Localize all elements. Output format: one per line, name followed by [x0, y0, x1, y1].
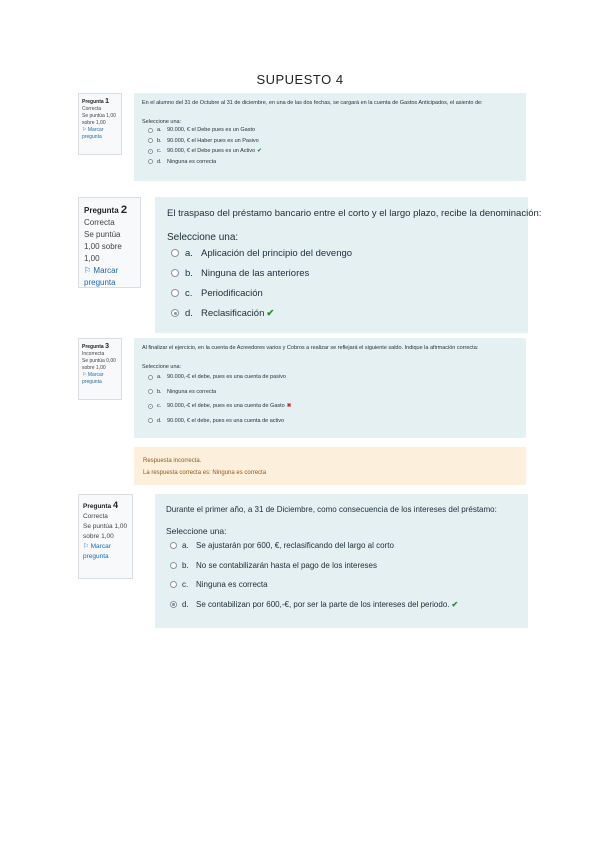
question-score: Se puntúa 1,00 sobre 1,00 [84, 230, 122, 263]
answer-prompt: Seleccione una: [166, 526, 227, 536]
page-title: SUPUESTO 4 [256, 72, 344, 87]
radio-button[interactable] [170, 562, 177, 569]
question-score: Se puntúa 0,00 sobre 1,00 [82, 358, 116, 371]
radio-button[interactable] [171, 269, 179, 277]
answer-option-c[interactable]: c. Ninguna es correcta [170, 575, 517, 595]
question-text: Durante el primer año, a 31 de Diciembre, como consecuencia de los intereses del préstamo: [166, 505, 497, 514]
radio-button[interactable] [171, 249, 179, 257]
question-info-3 [78, 338, 122, 400]
question-status: Correcta [82, 106, 102, 112]
question-status: Correcta [83, 513, 108, 520]
question-content-4 [155, 494, 528, 628]
answer-prompt: Seleccione una: [142, 119, 182, 125]
answer-option-b[interactable]: b. Ninguna de las anteriores [171, 263, 516, 283]
question-info-2 [78, 197, 141, 288]
radio-button[interactable] [148, 138, 153, 143]
question-score: Se puntúa 1,00 sobre 1,00 [82, 113, 116, 126]
question-content-1 [134, 93, 526, 181]
radio-button[interactable] [148, 128, 153, 133]
answer-feedback [134, 447, 526, 485]
incorrect-cross-icon: ✖ [286, 403, 292, 410]
question-score: Se puntúa 1,00 sobre 1,00 [83, 523, 128, 540]
flag-question-link[interactable]: ⚐ Marcar pregunta [83, 543, 111, 560]
radio-button[interactable] [148, 375, 153, 380]
answer-option-b[interactable]: b. Ninguna es correcta [148, 385, 518, 400]
radio-button[interactable] [171, 289, 179, 297]
radio-button-selected[interactable] [170, 601, 177, 608]
flag-icon: ⚐ [82, 372, 87, 378]
answer-option-a[interactable]: a. Se ajustarán por 600, €, reclasificando del largo al corto [170, 536, 517, 556]
question-number: Pregunta 1 [82, 98, 109, 105]
answer-option-b[interactable]: b. 90.000, € el Haber pues es un Pasivo [148, 136, 518, 147]
answer-option-a[interactable]: a. 90.000, € el Debe pues es un Gasto [148, 125, 518, 136]
flag-icon: ⚐ [82, 127, 87, 133]
flag-icon: ⚐ [83, 543, 89, 550]
question-text: En el alumno del 31 de Octubre al 31 de diciembre, en una de las dos fechas, se cargará en la cuenta de Gastos Anticipados, el asiento de: [142, 100, 483, 106]
answer-option-d[interactable]: d. Ninguna es correcta [148, 157, 518, 168]
question-status: Incorrecta [82, 351, 105, 357]
radio-button[interactable] [148, 418, 153, 423]
answer-option-a[interactable]: a. 90.000,-€ el debe, pues es una cuenta de pasivo [148, 370, 518, 385]
question-text: Al finalizar el ejercicio, en la cuenta de Acreedores varios y Cobros a realizar se reflejará el siguiente saldo. Indique la afirmación correcta: [142, 345, 479, 351]
radio-button[interactable] [170, 542, 177, 549]
question-content-2 [155, 197, 542, 333]
question-content-3 [134, 338, 526, 438]
answer-option-d[interactable]: d. Se contabilizan por 600,-€, por ser la parte de los intereses del periodo. ✔ [170, 595, 517, 615]
flag-icon: ⚐ [84, 266, 92, 275]
answer-prompt: Seleccione una: [142, 364, 182, 370]
question-number: Pregunta 4 [83, 500, 119, 510]
answer-option-a[interactable]: a. Aplicación del principio del devengo [171, 243, 516, 263]
radio-button[interactable] [170, 581, 177, 588]
correct-check-icon: ✔ [451, 599, 459, 609]
answer-option-d[interactable]: d. 90.000, € el debe, pues es una cuenta de activo [148, 414, 518, 429]
flag-question-link[interactable]: ⚐ Marcar pregunta [84, 266, 119, 287]
radio-button-selected[interactable] [171, 309, 179, 317]
answer-option-c[interactable]: c. Periodificación [171, 283, 516, 303]
correct-check-icon: ✔ [257, 148, 262, 155]
correct-check-icon: ✔ [266, 307, 275, 319]
answer-prompt: Seleccione una: [167, 232, 239, 243]
flag-question-link[interactable]: ⚐ Marcar pregunta [82, 127, 104, 140]
answer-option-d[interactable]: d. Reclasificación ✔ [171, 303, 516, 323]
question-number: Pregunta 3 [82, 343, 109, 350]
radio-button-selected[interactable] [148, 149, 153, 154]
question-number: Pregunta 2 [84, 204, 128, 216]
flag-question-link[interactable]: ⚐ Marcar pregunta [82, 372, 104, 385]
question-info-1 [78, 93, 122, 155]
question-status: Correcta [84, 218, 115, 227]
answer-option-c[interactable]: c. 90.000,-€ el debe, pues es una cuenta de Gasto ✖ [148, 399, 518, 414]
answer-option-c[interactable]: c. 90.000, € el Debe pues es un Activo ✔ [148, 146, 518, 157]
radio-button-selected[interactable] [148, 404, 153, 409]
feedback-title: Respuesta incorrecta. [143, 458, 202, 464]
radio-button[interactable] [148, 159, 153, 164]
answer-option-b[interactable]: b. No se contabilizarán hasta el pago de los intereses [170, 556, 517, 576]
question-text: El traspaso del préstamo bancario entre el corto y el largo plazo, recibe la denominación: [167, 208, 542, 219]
radio-button[interactable] [148, 389, 153, 394]
feedback-text: La respuesta correcta es: Ninguna es correcta [143, 470, 267, 476]
question-info-4 [78, 494, 133, 579]
